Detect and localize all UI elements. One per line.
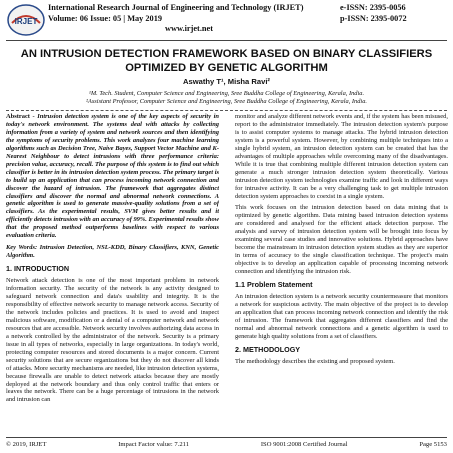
eissn: e-ISSN: 2395-0056 xyxy=(340,3,406,12)
journal-volume: Volume: 06 Issue: 05 | May 2019 xyxy=(48,13,162,23)
footer-impact-factor: Impact Factor value: 7.211 xyxy=(118,441,190,448)
journal-header xyxy=(0,0,453,42)
right-paragraph-2: This work focuses on the intrusion detection based on data mining that is optimized by genetic algorithm. Data mining based intrusion detection systems are considered and analysed for the efficient attack detection purpose. The analysis and survey of intrusion detection system will be brought into focus by examining several case studies and innovative solutions. Hybrid approaches have become the mainstream in intrusion detection system studies as they are superior in terms of accuracy to the single classification technique. The project's main objective is to develop an application capable of processing incoming network connection and identifying the intrusion risk. xyxy=(235,204,448,276)
abstract-label: Abstract - xyxy=(6,113,35,120)
problem-statement-text: An intrusion detection system is a network security countermeasure that monitors a network for suspicious activity. The main objective of the project is to develop an application that can process incoming network connection and identify the risk of intrusion. The framework that aggregates different classifiers and find the normal and abnormal network connections and a genetic algorithm is used to generate high quality solutions from a set of classifiers. xyxy=(235,293,448,340)
paper-title: AN INTRUSION DETECTION FRAMEWORK BASED ON BINARY CLASSIFIERS OPTIMIZED BY GENETIC ALGORITHM xyxy=(20,48,433,74)
keywords-text: Intrusion Detection, NSL-KDD, Binary Classifiers, KNN, Genetic Algorithm. xyxy=(6,244,219,260)
right-column xyxy=(235,113,448,431)
issn-info xyxy=(340,3,448,24)
journal-info xyxy=(48,3,330,35)
journal-url: www.irjet.net xyxy=(165,24,213,33)
affiliation-1: ¹M. Tech. Student, Computer Science and Engineering, Sree Buddha College of Engineering, Kerala, India. xyxy=(88,90,365,97)
abstract-text: Intrusion detection system is one of the key aspects of security in today's network environment. The systems deal with attacks by collecting information from a variety of system and network sources and then identifying the symptoms of security problems. This work analyzes four machine learning algorithms such as Decision Tree, Naive Bayes, Support Vector Machine and K-Nearest Neighbour to detect intrusions with three performance criteria: precision value, accuracy, recall. The purpose of this system is to find out which classifier is better in its intrusion detection system process. The primary target is to build up an application that can process incoming network connection and discover the hazard of intrusion. The framework that aggregates distinct classifiers and discover the normal and abnormal network connections. A genetic algorithm is used to generate massive-quality solutions from a set of classifiers. As the experimental results, SVM gives better results and it efficiently detects intrusion with an accuracy of 99%. Experimental results show that the proposed method outperforms baselines with respect to various evaluation criteria. xyxy=(6,113,219,240)
affiliation-rule xyxy=(6,110,447,111)
introduction-text: Network attack detection is one of the most important problem in network information security. The security of the network is any activity designed to safeguard network connection and data's usability and integrity. It is the responsibility of effective network security to manage network access. Security of the network includes policies and practices. It is used to avoid and inspect malicious software, modification or a denial of a computer network and network resources that are accessible. Network security involves authorizing data access in a network controlled by the administrator of the network. Security is a primary issue in all types of networks, especially in large organizations. In today's world, protecting computer resources and stored documents is a major concern. Current security solutions that are secure organizations but they do not discover all kinds of attacks. More security mechanisms are needed, like intrusion detection systems, because firewalls are unable to detect network attacks because they are mostly deployed at the network boundary and thus only control traffic that enters or leaves the network. There can be a huge percentage of intrusions in the network and intrusion can xyxy=(6,277,219,404)
pissn: p-ISSN: 2395-0072 xyxy=(340,13,407,23)
right-paragraph-1: monitor and analyze different network events and, if the system has been misused, report to the administrator immediately. The intrusion detection system's purpose is to assist computer systems to manage attacks. The hybrid intrusion detection system is a powerful system. However, by combining multiple techniques into a single hybrid system, an intrusion detection system can be created that has the advantages of multiple approaches while overcoming many of the disadvantages. While it is true that combining multiple different intrusion detection system can generate a much stronger intrusion detection system theoretically. Various intrusion detection system technologies examine traffic and look in different ways for intrusive activity. It can be a very challenging task to get multiple intrusion detection system approaches to coexist in a single system. xyxy=(235,113,448,200)
methodology-text: The methodology describes the existing and proposed system. xyxy=(235,357,395,365)
journal-name: International Research Journal of Engineering and Technology (IRJET) xyxy=(48,3,304,12)
header-rule xyxy=(6,40,447,41)
page-footer xyxy=(6,441,447,448)
paper-authors: Aswathy T¹, Misha Ravi² xyxy=(183,77,270,86)
abstract xyxy=(6,113,219,240)
section-problem-statement-title: 1.1 Problem Statement xyxy=(235,280,313,290)
left-column xyxy=(6,113,219,431)
irjet-logo xyxy=(6,3,46,37)
footer-iso: ISO 9001:2008 Certified Journal xyxy=(260,441,348,448)
affiliation-2: ²Assistant Professor, Computer Science and Engineering, Sree Buddha College of Engineering, Kerala, India. xyxy=(86,98,367,106)
affiliations xyxy=(20,90,433,107)
svg-text:IRJET: IRJET xyxy=(14,17,38,26)
footer-rule xyxy=(6,437,447,438)
section-methodology-title: 2. METHODOLOGY xyxy=(235,344,301,354)
keywords-label: Key Words: xyxy=(6,244,38,252)
footer-page-number: Page 5153 xyxy=(419,441,447,448)
keywords xyxy=(6,244,219,260)
footer-copyright: © 2019, IRJET xyxy=(6,441,47,448)
section-introduction-title: 1. INTRODUCTION xyxy=(6,264,70,274)
